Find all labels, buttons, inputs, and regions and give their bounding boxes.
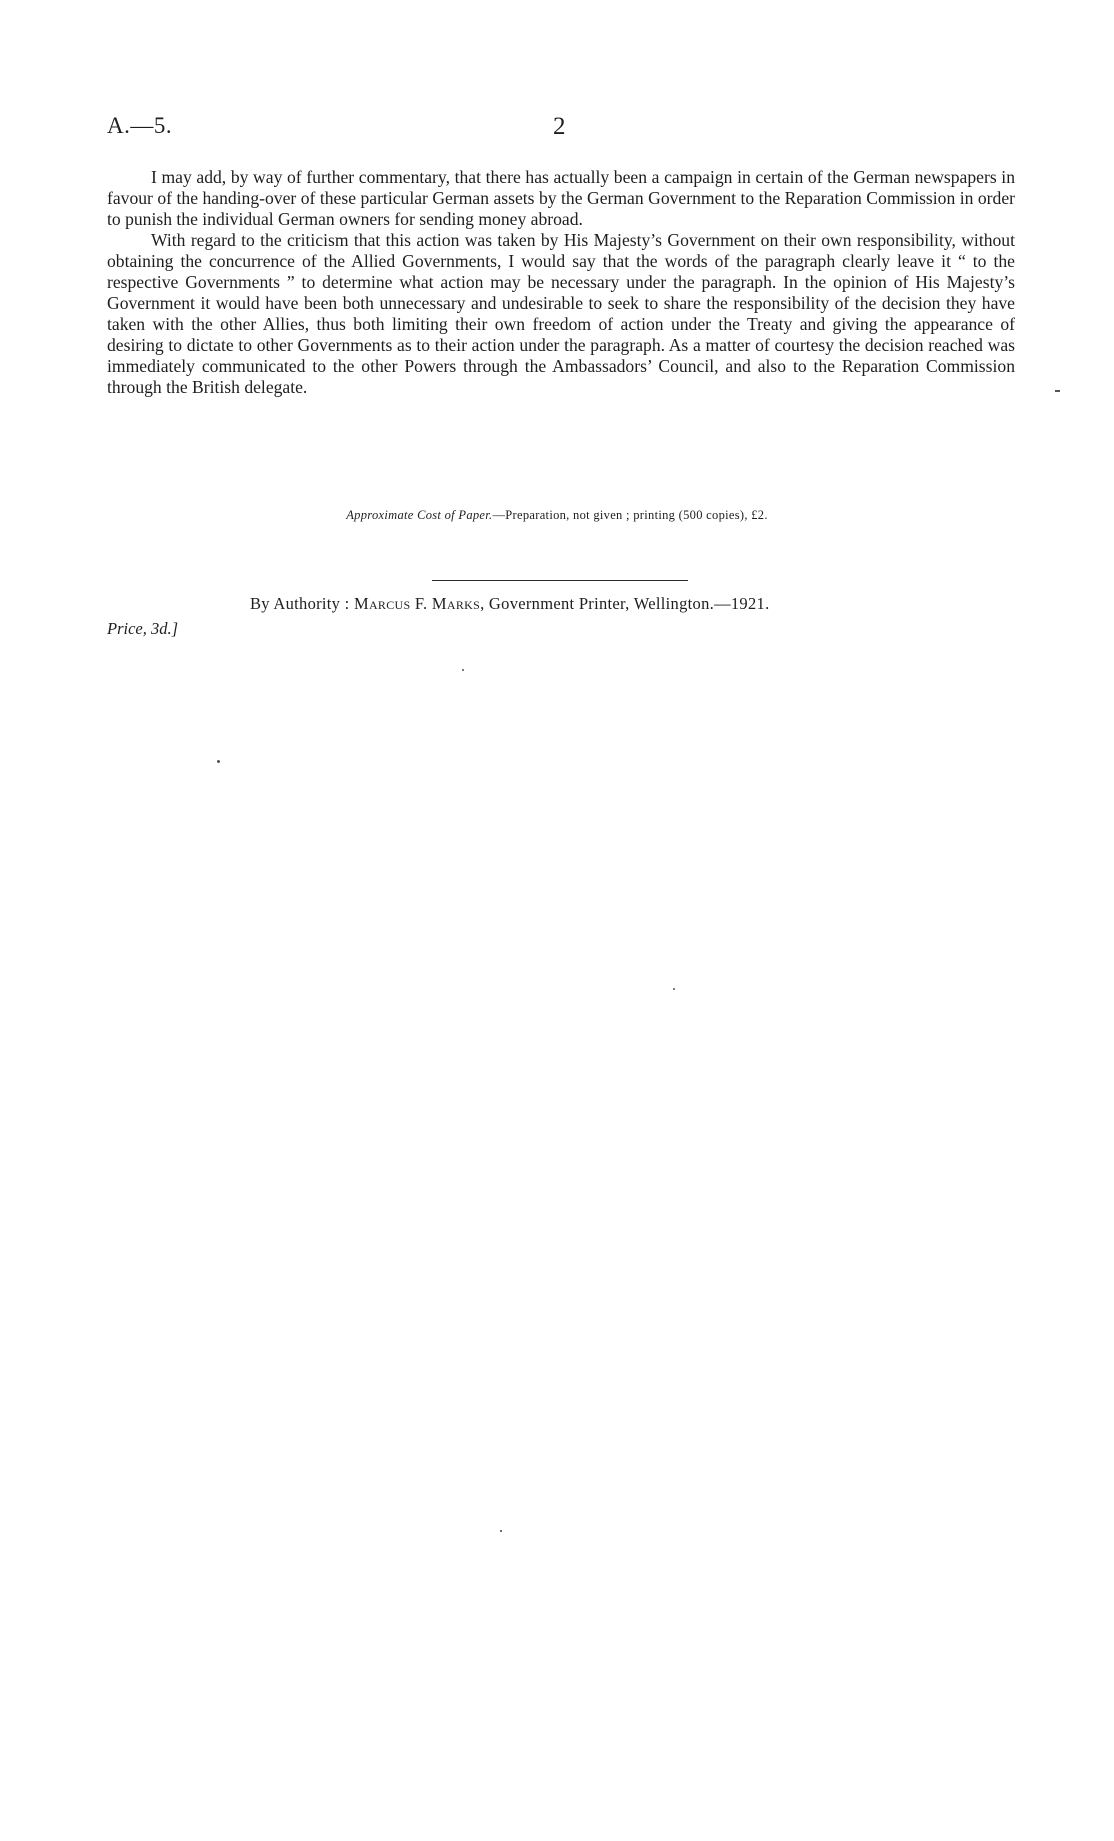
scan-speck	[673, 988, 675, 990]
paragraph-2: With regard to the criticism that this action was taken by His Majesty’s Government on their own responsibility, without obtaining the concurrence of the Allied Governments, I would say that the words of the paragraph clearly leave it “ to the respective Governments ” to determine what action may be necessary under the paragraph. In the opinion of His Majesty’s Government it would have been both unnecessary and undesirable to seek to share the responsibility of the decision they have taken with the other Allies, thus both limiting their own freedom of action under the Treaty and giving the appearance of desiring to dictate to other Governments as to their action under the paragraph. As a matter of courtesy the decision reached was immediately communicated to the other Powers through the Ambassadors’ Council, and also to the Reparation Commission through the British delegate.	[107, 230, 1015, 397]
document-reference: A.—5.	[107, 113, 173, 138]
cost-of-paper-note	[0, 508, 1114, 523]
scan-speck	[217, 760, 220, 763]
scan-speck	[500, 1530, 502, 1532]
cost-label: Approximate Cost of Paper.	[346, 508, 493, 522]
authority-prefix: By Authority :	[250, 594, 354, 613]
paragraph-1: I may add, by way of further commentary, that there has actually been a campaign in certain of the German newspapers in favour of the handing-over of these particular German assets by the German Government to the Reparation Commission in order to punish the individual German owners for sending money abroad.	[107, 167, 1015, 229]
page-number: 2	[553, 113, 566, 140]
cost-details: —Preparation, not given ; printing (500 copies), £2.	[492, 508, 768, 522]
scan-speck	[1055, 390, 1060, 392]
body-text	[107, 167, 1015, 398]
scan-speck	[462, 669, 464, 671]
authority-suffix: , Government Printer, Wellington.—1921.	[480, 594, 770, 613]
printer-authority-line	[250, 594, 770, 614]
printer-name: Marcus F. Marks	[353, 594, 481, 613]
price-note: Price, 3d.]	[107, 619, 179, 638]
divider-rule	[432, 580, 688, 581]
